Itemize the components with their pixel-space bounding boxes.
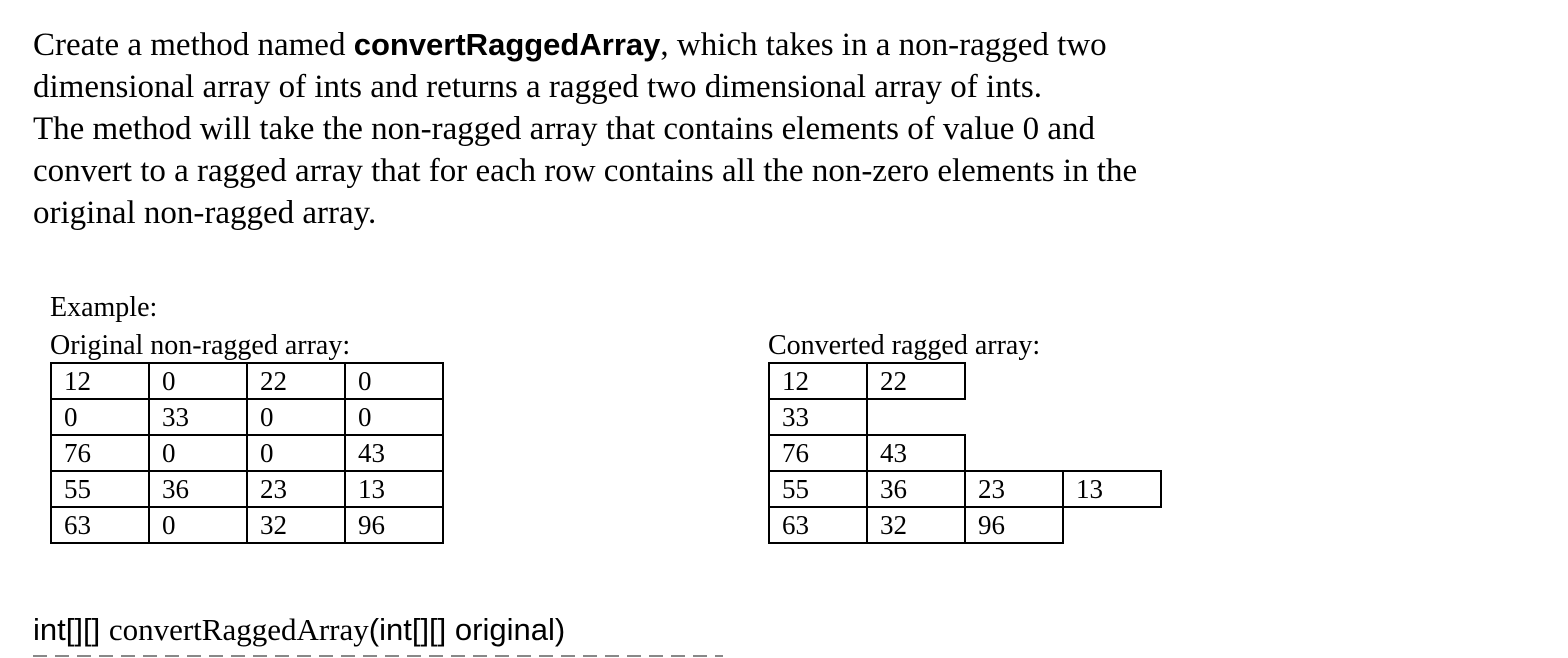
original-cell: 96 [344,506,444,544]
original-array-label: Original non-ragged array: [50,330,351,361]
description-line-4: convert to a ragged array that for each row contains all the non-zero elements in the [33,153,1138,189]
original-cell: 0 [148,506,248,544]
original-cell: 33 [148,398,248,436]
original-cell: 0 [246,398,346,436]
converted-cell: 32 [866,506,966,544]
original-cell: 13 [344,470,444,508]
description-line-2: dimensional array of ints and returns a ragged two dimensional array of ints. [33,69,1042,105]
description-text: , which takes in a non-ragged two [660,27,1107,63]
original-cell: 22 [246,362,346,400]
original-cell: 23 [246,470,346,508]
method-signature [33,610,565,650]
example-heading: Example: [50,292,158,323]
signature-method-name: convertRaggedArray [108,612,369,647]
signature-parameters: (int[][] original) [368,612,566,647]
converted-cell: 63 [768,506,868,544]
original-cell: 0 [148,362,248,400]
original-cell: 0 [50,398,150,436]
signature-return-type: int[][] [33,612,109,647]
converted-cell: 55 [768,470,868,508]
original-cell: 32 [246,506,346,544]
original-cell: 63 [50,506,150,544]
original-cell: 0 [246,434,346,472]
converted-cell: 12 [768,362,868,400]
original-cell: 36 [148,470,248,508]
description-text: Create a method named [33,27,354,63]
converted-cell: 36 [866,470,966,508]
converted-cell: 23 [964,470,1064,508]
converted-array-label: Converted ragged array: [768,330,1041,361]
problem-description [33,24,1533,234]
converted-cell: 33 [768,398,868,436]
description-line-3: The method will take the non-ragged array that contains elements of value 0 and [33,111,1096,147]
converted-cell: 76 [768,434,868,472]
original-cell: 0 [344,362,444,400]
cut-off-text-line [33,652,723,658]
original-cell: 0 [148,434,248,472]
method-name: convertRaggedArray [353,27,661,62]
description-line-1 [33,24,1533,66]
converted-cell: 96 [964,506,1064,544]
converted-cell: 22 [866,362,966,400]
converted-cell: 13 [1062,470,1162,508]
original-cell: 12 [50,362,150,400]
converted-cell: 43 [866,434,966,472]
original-cell: 76 [50,434,150,472]
description-line-5: original non-ragged array. [33,195,377,231]
original-cell: 0 [344,398,444,436]
original-cell: 43 [344,434,444,472]
original-cell: 55 [50,470,150,508]
